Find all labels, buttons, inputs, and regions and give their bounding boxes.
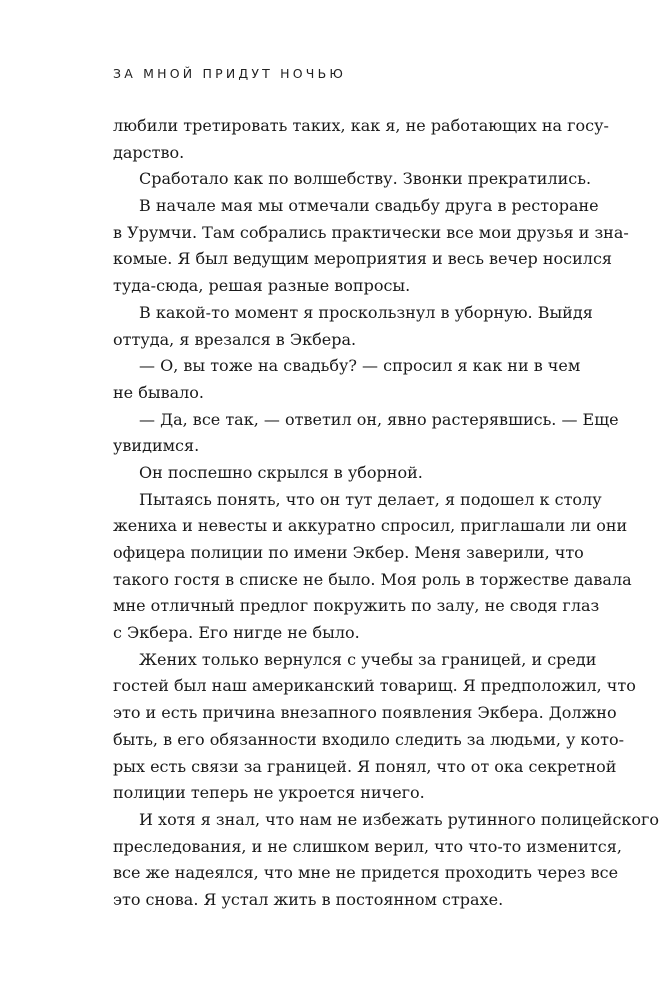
text-line: рых есть связи за границей. Я понял, что от ока секретной	[113, 756, 617, 776]
text-line: жениха и невесты и аккуратно спросил, приглашали ли они	[113, 516, 628, 536]
text-line: это и есть причина внезапного появления Экбера. Должно	[113, 703, 617, 723]
text-line: Он поспешно скрылся в уборной.	[139, 462, 423, 482]
text-line: в Урумчи. Там собрались практически все мои друзья и зна-	[113, 222, 629, 242]
text-line: с Экбера. Его нигде не было.	[113, 623, 360, 643]
text-line: В начале мая мы отмечали свадьбу друга в ресторане	[139, 196, 599, 216]
text-line: комые. Я был ведущим мероприятия и весь вечер носился	[113, 249, 613, 269]
paragraph	[113, 487, 632, 647]
paragraph	[113, 300, 593, 353]
text-line: все же надеялся, что мне не придется проходить через все	[113, 863, 619, 883]
text-line: такого гостя в списке не было. Моя роль в торжестве давала	[113, 569, 632, 589]
text-line: оттуда, я врезался в Экбера.	[113, 329, 357, 349]
text-line: — О, вы тоже на свадьбу? — спросил я как ни в чем	[139, 356, 581, 376]
running-header: ЗА МНОЙ ПРИДУТ НОЧЬЮ	[113, 66, 347, 81]
text-line: любили третировать таких, как я, не работающих на госу-	[113, 116, 609, 135]
text-line: В какой-то момент я проскользнул в уборную. Выйдя	[139, 302, 593, 322]
paragraph	[113, 353, 581, 406]
text-line: гостей был наш американский товарищ. Я предположил, что	[113, 676, 636, 696]
paragraph	[113, 166, 592, 193]
text-line: не бывало.	[113, 382, 205, 402]
text-line: туда-сюда, решая разные вопросы.	[113, 276, 411, 296]
text-line: быть, в его обязанности входило следить за людьми, у кото-	[113, 729, 625, 749]
text-line: увидимся.	[113, 436, 200, 456]
paragraph	[113, 407, 619, 460]
text-line: преследования, и не слишком верил, что что-то изменится,	[113, 836, 622, 856]
text-line: это снова. Я устал жить в постоянном страхе.	[113, 889, 504, 909]
paragraph	[113, 113, 609, 166]
paragraph	[113, 647, 636, 807]
text-line: И хотя я знал, что нам не избежать рутинного полицейского	[139, 809, 660, 829]
paragraph	[113, 460, 553, 487]
text-line: мне отличный предлог покружить по залу, не сводя глаз	[113, 596, 600, 616]
paragraph	[113, 193, 629, 300]
text-line: Жених только вернулся с учебы за границей, и среди	[139, 649, 597, 669]
text-line: Пытаясь понять, что он тут делает, я подошел к столу	[139, 489, 602, 509]
body-text	[113, 113, 660, 914]
paragraph	[113, 807, 660, 914]
text-line: Сработало как по волшебству. Звонки прекратились.	[139, 169, 592, 189]
text-line: — Да, все так, — ответил он, явно растерявшись. — Еще	[139, 409, 619, 429]
text-line: офицера полиции по имени Экбер. Меня заверили, что	[113, 543, 584, 562]
text-line: дарство.	[113, 142, 185, 162]
text-line: полиции теперь не укроется ничего.	[113, 783, 425, 803]
